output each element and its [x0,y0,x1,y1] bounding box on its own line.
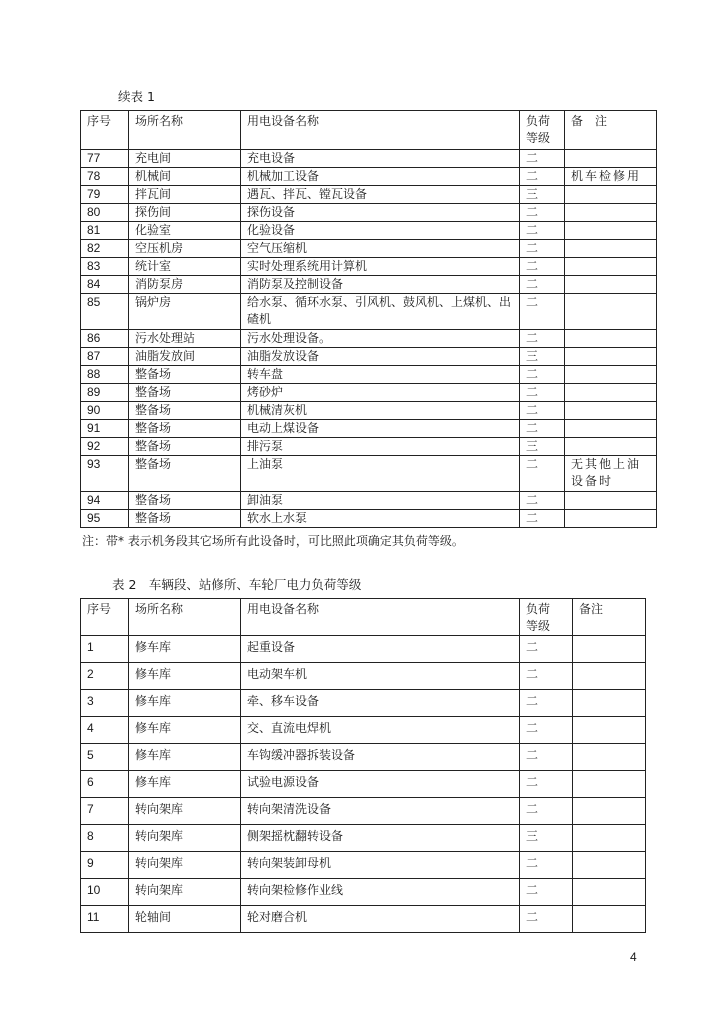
cell-load-level: 二 [520,492,565,510]
table-row [81,384,657,402]
cell-remark [573,636,646,663]
cell-remark [565,402,657,420]
cell-remark [565,366,657,384]
header-remark: 备注 [573,599,646,636]
cell-location: 整备场 [129,456,241,492]
cell-remark [573,771,646,798]
cell-load-level: 二 [520,852,573,879]
cell-load-level: 二 [520,456,565,492]
table-row [81,510,657,528]
cell-remark [573,663,646,690]
table-row [81,744,646,771]
table-row [81,456,657,492]
cell-serial: 6 [81,771,129,798]
cell-serial: 78 [81,168,129,186]
cell-remark [565,222,657,240]
table-row [81,348,657,366]
cell-serial: 11 [81,906,129,933]
cell-equipment: 车钩缓冲器拆装设备 [241,744,520,771]
cell-location: 统计室 [129,258,241,276]
cell-location: 转向架库 [129,852,241,879]
table-header-row [81,111,657,150]
cell-serial: 83 [81,258,129,276]
cell-equipment: 化验设备 [241,222,520,240]
page-number: 4 [630,950,637,964]
cell-equipment: 试验电源设备 [241,771,520,798]
cell-serial: 80 [81,204,129,222]
header-load-level: 负荷 等级 [520,599,573,636]
cell-serial: 84 [81,276,129,294]
cell-load-level: 三 [520,825,573,852]
cell-equipment: 探伤设备 [241,204,520,222]
cell-load-level: 二 [520,168,565,186]
cell-location: 修车库 [129,663,241,690]
cell-remark [565,420,657,438]
cell-remark [565,348,657,366]
cell-equipment: 充电设备 [241,150,520,168]
cell-load-level: 二 [520,366,565,384]
cell-serial: 2 [81,663,129,690]
table-row [81,330,657,348]
table-header-row [81,599,646,636]
table-row [81,906,646,933]
cell-location: 转向架库 [129,879,241,906]
cell-location: 修车库 [129,690,241,717]
cell-equipment: 空气压缩机 [241,240,520,258]
cell-location: 修车库 [129,636,241,663]
table-row [81,240,657,258]
cell-equipment: 油脂发放设备 [241,348,520,366]
table-row [81,168,657,186]
cell-load-level: 二 [520,420,565,438]
header-equipment: 用电设备名称 [241,111,520,150]
cell-serial: 79 [81,186,129,204]
cell-equipment: 机械加工设备 [241,168,520,186]
cell-equipment: 电动上煤设备 [241,420,520,438]
cell-location: 转向架库 [129,825,241,852]
cell-location: 消防泵房 [129,276,241,294]
cell-load-level: 二 [520,744,573,771]
table-row [81,366,657,384]
cell-load-level: 二 [520,204,565,222]
table-row [81,798,646,825]
header-serial: 序号 [81,111,129,150]
cell-load-level: 二 [520,294,565,330]
cell-load-level: 二 [520,636,573,663]
cell-serial: 1 [81,636,129,663]
cell-location: 转向架库 [129,798,241,825]
cell-serial: 93 [81,456,129,492]
header-serial: 序号 [81,599,129,636]
table-row [81,690,646,717]
cell-location: 锅炉房 [129,294,241,330]
table-row [81,636,646,663]
cell-equipment: 卸油泵 [241,492,520,510]
cell-serial: 7 [81,798,129,825]
cell-remark [573,825,646,852]
cell-location: 整备场 [129,402,241,420]
cell-serial: 81 [81,222,129,240]
cell-load-level: 三 [520,438,565,456]
cell-location: 整备场 [129,420,241,438]
cell-serial: 85 [81,294,129,330]
header-location: 场所名称 [129,111,241,150]
cell-remark [565,150,657,168]
cell-equipment: 排污泵 [241,438,520,456]
cell-remark [565,204,657,222]
cell-remark [565,186,657,204]
cell-remark [573,717,646,744]
table-row [81,438,657,456]
cell-equipment: 轮对磨合机 [241,906,520,933]
cell-equipment: 交、直流电焊机 [241,717,520,744]
cell-location: 探伤间 [129,204,241,222]
cell-location: 整备场 [129,438,241,456]
cell-equipment: 电动架车机 [241,663,520,690]
cell-remark [573,744,646,771]
table-row [81,204,657,222]
table-row [81,852,646,879]
cell-equipment: 实时处理系统用计算机 [241,258,520,276]
cell-remark [565,438,657,456]
cell-location: 整备场 [129,366,241,384]
cell-serial: 4 [81,717,129,744]
cell-equipment: 软水上水泵 [241,510,520,528]
cell-load-level: 二 [520,510,565,528]
cell-location: 油脂发放间 [129,348,241,366]
cell-load-level: 二 [520,771,573,798]
cell-serial: 86 [81,330,129,348]
cell-serial: 95 [81,510,129,528]
cell-remark: 无其他上油设备时 [565,456,657,492]
cell-location: 污水处理站 [129,330,241,348]
load-level-table-2 [80,598,646,933]
header-equipment: 用电设备名称 [241,599,520,636]
cell-remark [565,384,657,402]
cell-load-level: 二 [520,402,565,420]
table1-caption: 续表 1 [118,89,155,104]
cell-serial: 92 [81,438,129,456]
table-row [81,492,657,510]
cell-equipment: 转向架装卸母机 [241,852,520,879]
cell-location: 空压机房 [129,240,241,258]
cell-serial: 88 [81,366,129,384]
cell-location: 轮轴间 [129,906,241,933]
cell-location: 充电间 [129,150,241,168]
cell-location: 拌瓦间 [129,186,241,204]
cell-remark [573,852,646,879]
header-load-level: 负荷 等级 [520,111,565,150]
cell-remark [565,258,657,276]
cell-load-level: 二 [520,276,565,294]
cell-equipment: 烤砂炉 [241,384,520,402]
table-row [81,402,657,420]
cell-location: 化验室 [129,222,241,240]
cell-serial: 87 [81,348,129,366]
table2-caption: 表 2 车辆段、站修所、车轮厂电力负荷等级 [112,577,362,592]
cell-remark [573,690,646,717]
cell-equipment: 转向架清洗设备 [241,798,520,825]
cell-equipment: 污水处理设备。 [241,330,520,348]
cell-remark: 机车检修用 [565,168,657,186]
cell-location: 整备场 [129,492,241,510]
cell-load-level: 二 [520,240,565,258]
cell-serial: 82 [81,240,129,258]
cell-remark [565,294,657,330]
cell-equipment: 消防泵及控制设备 [241,276,520,294]
cell-load-level: 三 [520,348,565,366]
cell-serial: 9 [81,852,129,879]
table-row [81,663,646,690]
table-row [81,258,657,276]
cell-equipment: 上油泵 [241,456,520,492]
cell-location: 整备场 [129,510,241,528]
table-row [81,294,657,330]
cell-load-level: 二 [520,690,573,717]
cell-equipment: 给水泵、循环水泵、引风机、鼓风机、上煤机、出碴机 [241,294,520,330]
header-remark: 备 注 [565,111,657,150]
table-row [81,771,646,798]
cell-load-level: 二 [520,384,565,402]
cell-load-level: 二 [520,906,573,933]
cell-equipment: 牵、移车设备 [241,690,520,717]
cell-location: 机械间 [129,168,241,186]
cell-remark [573,798,646,825]
cell-load-level: 二 [520,258,565,276]
cell-equipment: 侧架摇枕翻转设备 [241,825,520,852]
cell-equipment: 起重设备 [241,636,520,663]
table-row [81,222,657,240]
table1-note: 注：带* 表示机务段其它场所有此设备时，可比照此项确定其负荷等级。 [82,534,464,548]
cell-load-level: 二 [520,717,573,744]
cell-serial: 90 [81,402,129,420]
table-row [81,825,646,852]
cell-load-level: 二 [520,663,573,690]
cell-load-level: 二 [520,150,565,168]
cell-equipment: 机械清灰机 [241,402,520,420]
cell-serial: 94 [81,492,129,510]
load-level-table-continued [80,110,657,528]
cell-equipment: 转车盘 [241,366,520,384]
cell-equipment: 转向架检修作业线 [241,879,520,906]
cell-serial: 77 [81,150,129,168]
table-row [81,150,657,168]
header-location: 场所名称 [129,599,241,636]
table-row [81,717,646,744]
cell-location: 修车库 [129,717,241,744]
table-row [81,879,646,906]
cell-load-level: 二 [520,330,565,348]
cell-serial: 10 [81,879,129,906]
cell-load-level: 二 [520,222,565,240]
cell-remark [565,330,657,348]
cell-serial: 91 [81,420,129,438]
cell-location: 修车库 [129,771,241,798]
table-row [81,420,657,438]
cell-remark [565,276,657,294]
cell-remark [573,906,646,933]
cell-location: 整备场 [129,384,241,402]
cell-load-level: 三 [520,186,565,204]
cell-remark [565,240,657,258]
cell-remark [573,879,646,906]
cell-equipment: 遇瓦、拌瓦、镗瓦设备 [241,186,520,204]
cell-serial: 3 [81,690,129,717]
cell-serial: 5 [81,744,129,771]
cell-serial: 8 [81,825,129,852]
table-row [81,276,657,294]
table-row [81,186,657,204]
cell-load-level: 二 [520,879,573,906]
cell-remark [565,492,657,510]
cell-load-level: 二 [520,798,573,825]
cell-remark [565,510,657,528]
cell-serial: 89 [81,384,129,402]
cell-location: 修车库 [129,744,241,771]
